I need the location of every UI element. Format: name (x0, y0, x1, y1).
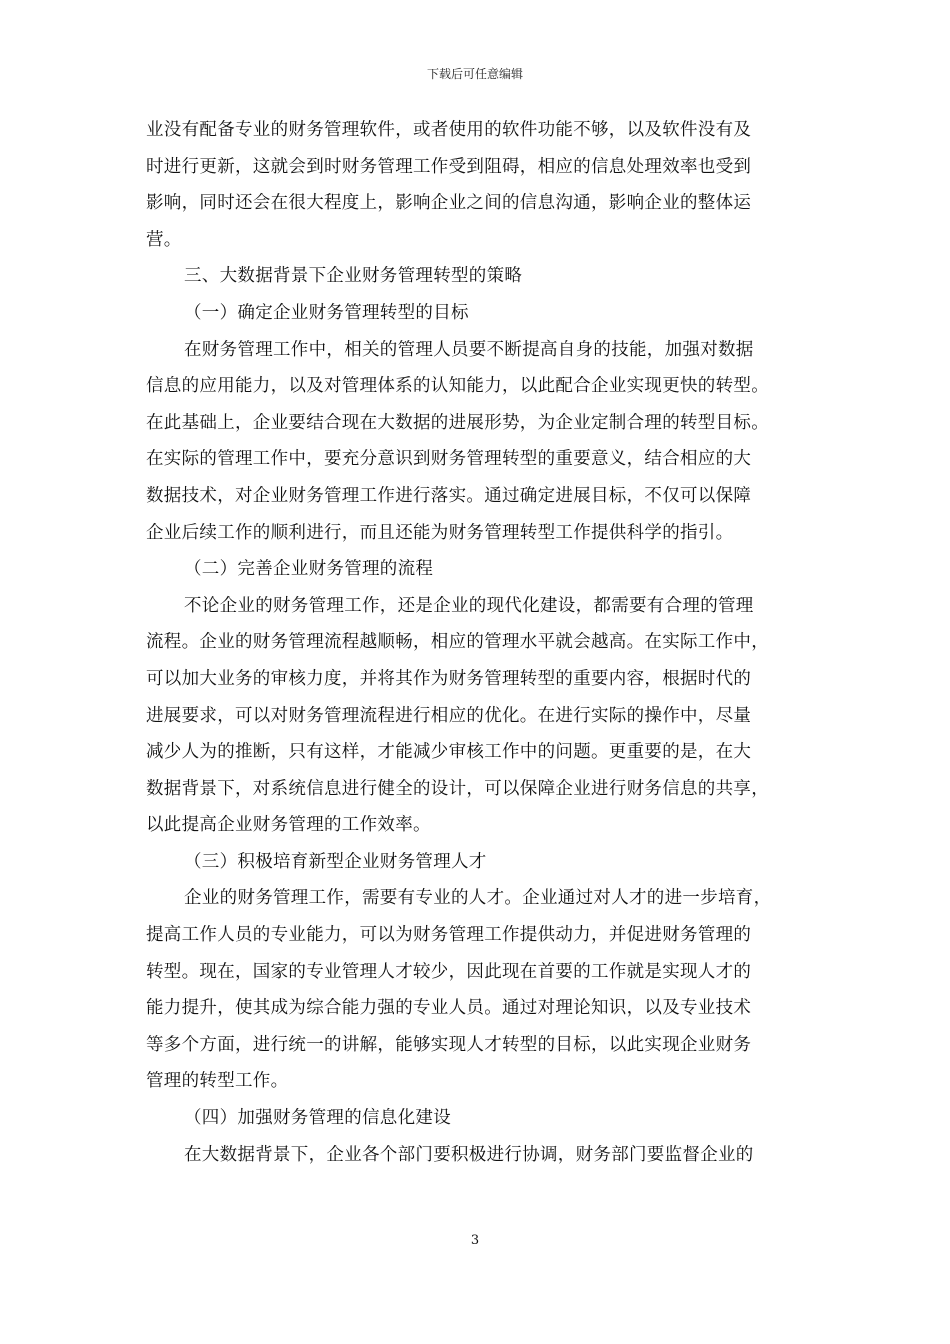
paragraph-line: 进展要求，可以对财务管理流程进行相应的优化。在进行实际的操作中，尽量 (146, 705, 752, 726)
paragraph-line: 时进行更新，这就会到时财务管理工作受到阻碍，相应的信息处理效率也受到 (146, 156, 752, 177)
paragraph-line: 以此提高企业财务管理的工作效率。 (146, 815, 431, 836)
paragraph-line: 数据背景下，对系统信息进行健全的设计，可以保障企业进行财务信息的共享， (146, 778, 769, 799)
paragraph-line: 管理的转型工作。 (146, 1071, 289, 1092)
subsection-heading: （一）确定企业财务管理转型的目标 (184, 302, 469, 323)
paragraph-line: 在此基础上，企业要结合现在大数据的进展形势，为企业定制合理的转型目标。 (146, 412, 769, 433)
paragraph-line: 企业的财务管理工作，需要有专业的人才。企业通过对人才的进一步培育， (184, 888, 772, 909)
paragraph-line: 等多个方面，进行统一的讲解，能够实现人才转型的目标，以此实现企业财务 (146, 1034, 752, 1055)
section-heading: 三、大数据背景下企业财务管理转型的策略 (184, 266, 523, 287)
subsection-heading: （二）完善企业财务管理的流程 (184, 559, 434, 580)
page-header: 下载后可任意编辑 (426, 67, 523, 81)
paragraph-line: 信息的应用能力，以及对管理体系的认知能力，以此配合企业实现更快的转型。 (146, 376, 769, 397)
paragraph-line: 业没有配备专业的财务管理软件，或者使用的软件功能不够，以及软件没有及 (146, 120, 752, 140)
subsection-heading: （四）加强财务管理的信息化建设 (184, 1108, 451, 1129)
paragraph-line: 流程。企业的财务管理流程越顺畅，相应的管理水平就会越高。在实际工作中， (146, 632, 769, 653)
subsection-heading: （三）积极培育新型企业财务管理人才 (184, 851, 487, 872)
paragraph-line: 可以加大业务的审核力度，并将其作为财务管理转型的重要内容，根据时代的 (146, 668, 752, 689)
document-body (146, 112, 810, 1173)
paragraph-line: 企业后续工作的顺利进行，而且还能为财务管理转型工作提供科学的指引。 (146, 522, 734, 543)
paragraph-line: 在大数据背景下，企业各个部门要积极进行协调，财务部门要监督企业的 (184, 1144, 754, 1165)
paragraph-line: 减少人为的推断，只有这样，才能减少审核工作中的问题。更重要的是，在大 (146, 742, 752, 763)
paragraph-line: 在实际的管理工作中，要充分意识到财务管理转型的重要意义，结合相应的大 (146, 449, 752, 470)
paragraph-line: 不论企业的财务管理工作，还是企业的现代化建设，都需要有合理的管理 (184, 595, 754, 616)
paragraph-line: 在财务管理工作中，相关的管理人员要不断提高自身的技能，加强对数据 (184, 339, 754, 360)
paragraph-line: 影响，同时还会在很大程度上，影响企业之间的信息沟通，影响企业的整体运 (146, 193, 752, 214)
paragraph-line: 提高工作人员的专业能力，可以为财务管理工作提供动力，并促进财务管理的 (146, 925, 752, 946)
paragraph-line: 数据技术，对企业财务管理工作进行落实。通过确定进展目标，不仅可以保障 (146, 485, 752, 506)
paragraph-line: 转型。现在，国家的专业管理人才较少，因此现在首要的工作就是实现人才的 (146, 961, 752, 982)
page-number: 3 (470, 1233, 480, 1248)
paragraph-line: 能力提升，使其成为综合能力强的专业人员。通过对理论知识，以及专业技术 (146, 998, 752, 1019)
paragraph-line: 营。 (146, 229, 182, 250)
